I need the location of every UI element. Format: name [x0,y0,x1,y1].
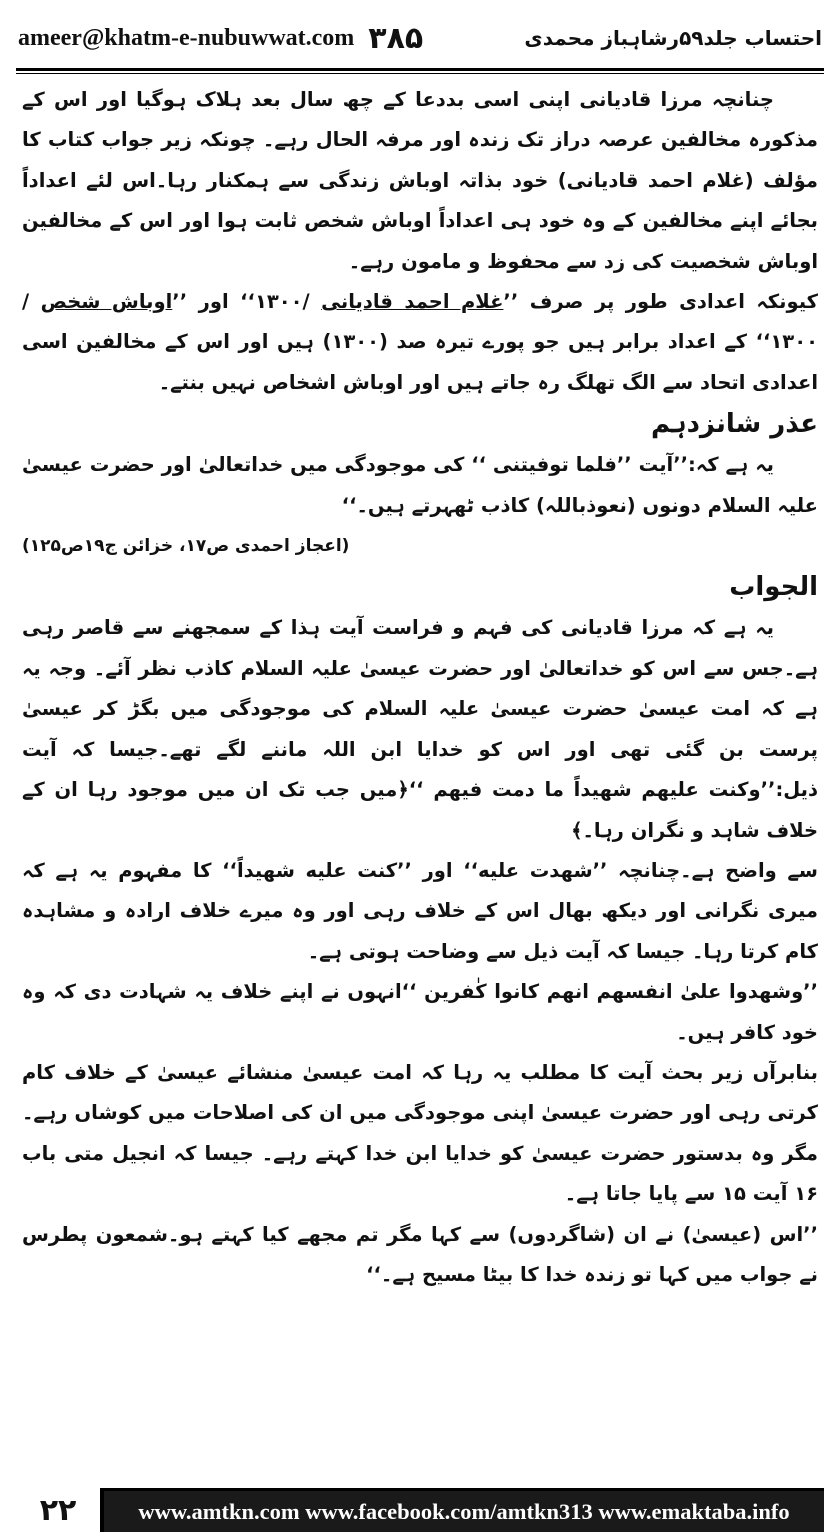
header-rule [16,68,824,71]
heading-objection: عذر شانزدہم [650,409,818,440]
paragraph-1: چنانچہ مرزا قادیانی اپنی اسی بددعا کے چھ سال بعد ہلاک ہوگیا اور اس کے مذکورہ مخالفین عرصہ دراز تک زندہ اور مرفہ الحال رہے۔ چونکہ زیر جواب کتاب کا مؤلف (غلام احمد قادیانی) خود بذاتہ اوباش زندگی سے ہمکنار رہا۔اس لئے اعداداً بجائے اپنے مخالفین کے وہ خود ہی اعداداً اوباش شخص ثابت ہوا اور اس کے مخالفین اوباش شخصیت کی زد سے محفوظ و مامون رہے۔ [22,88,818,273]
abjad-pre: کیونکہ اعدادی طور پر صرف ’’ [503,290,818,314]
paragraph-abjad [22,282,818,403]
footer-number: ۲۲ [16,1488,104,1532]
abjad-term-2: اوباش شخص [40,290,173,314]
answer-paragraph-5: ’’اس (عیسیٰ) نے ان (شاگردوں) سے کہا مگر تم مجھے کیا کہتے ہو۔شمعون پطرس نے جواب میں کہا تو زندہ خدا کا بیٹا مسیح ہے۔‘‘ [22,1222,818,1286]
header-email: ameer@khatm-e-nubuwwat.com [18,24,355,51]
page-number: ۳۸۵ [368,20,424,56]
answer-paragraph-1: یہ ہے کہ مرزا قادیانی کی فہم و فراست آیت ہذا کے سمجھنے سے قاصر رہی ہے۔جس سے اس کو خداتعالیٰ اور حضرت عیسیٰ علیہ السلام کاذب نظر آئے۔ وجہ یہ ہے کہ امت عیسیٰ حضرت عیسیٰ علیہ السلام کی موجودگی میں بگڑ کر عیسیٰ پرست بن گئی تھی اور اس کو خدایا ابن اللہ ماننے لگے تھے۔جیسا کہ آیت ذیل:’’وکنت علیهم شهیداً ما دمت فیهم ‘‘﴿میں جب تک ان میں موجود رہا ان کے خلاف شاہد و نگران رہا۔﴾ [22,616,818,842]
header-rule-thin [16,73,824,74]
footer-links[interactable]: www.amtkn.com www.facebook.com/amtkn313 www.emaktaba.info [104,1488,824,1532]
citation-row [22,526,818,566]
answer-paragraph-2: سے واضح ہے۔چنانچہ ’’شهدت علیه‘‘ اور ’’کنت علیه شهیداً‘‘ کا مفہوم یہ ہے کہ میری نگرانی اور دیکھ بھال اس کے خلاف رہی اور وہ میرے خلاف ارادہ و مشاہدہ کام کرتا رہا۔ جیسا کہ آیت ذیل سے وضاحت ہوتی ہے۔ [22,858,818,963]
answer-paragraph-3: ’’وشهدوا علیٰ انفسهم انهم کانوا کٰفرین ‘‘انہوں نے اپنے خلاف یہ شہادت دی کہ وہ خود کافر ہیں۔ [22,980,818,1044]
objection-citation: (اعجاز احمدی ص۱۷، خزائن ج۱۹ص۱۲۵) [22,536,350,557]
page-body [22,80,818,1295]
objection-text: یہ ہے کہ:’’آیت ’’فلما توفیتنی ‘‘ کی موجودگی میں خداتعالیٰ اور حضرت عیسیٰ علیہ السلام دونوں (نعوذباللہ) کاذب ٹھہرتے ہیں۔‘‘ [22,453,818,517]
abjad-number-1: /۱۳۰۰‘‘ اور ’’ [172,290,322,314]
abjad-term-1: غلام احمد قادیانی [321,290,504,314]
page-footer [16,1488,824,1532]
answer-paragraph-4: بنابرآں زیر بحث آیت کا مطلب یہ رہا کہ امت عیسیٰ منشائے عیسیٰ کے خلاف کام کرتی رہی اور حضرت عیسیٰ اپنی موجودگی میں ان کی اصلاحات میں کوشاں رہے۔مگر وہ بدستور حضرت عیسیٰ کو خدایا ابن خدا کہتے رہے۔ جیسا کہ انجیل متی باب ۱۶ آیت ۱۵ سے پایا جاتا ہے۔ [22,1060,818,1206]
page-header [18,18,822,58]
abjad-number-2: /۱۳۰۰‘‘ کے اعداد برابر ہیں جو پورے تیرہ صد (۱۳۰۰) ہیں [22,290,818,354]
header-left [18,21,423,56]
paragraph-2: اور اس کے مخالفین اسی اعدادی اتحاد سے الگ تھلگ رہ جاتے ہیں اور اوباش اشخاص نہیں بنتے۔ [22,330,818,394]
running-title: احتساب جلد۵۹رشاہباز محمدی [524,26,822,50]
heading-answer: الجواب [729,572,818,603]
